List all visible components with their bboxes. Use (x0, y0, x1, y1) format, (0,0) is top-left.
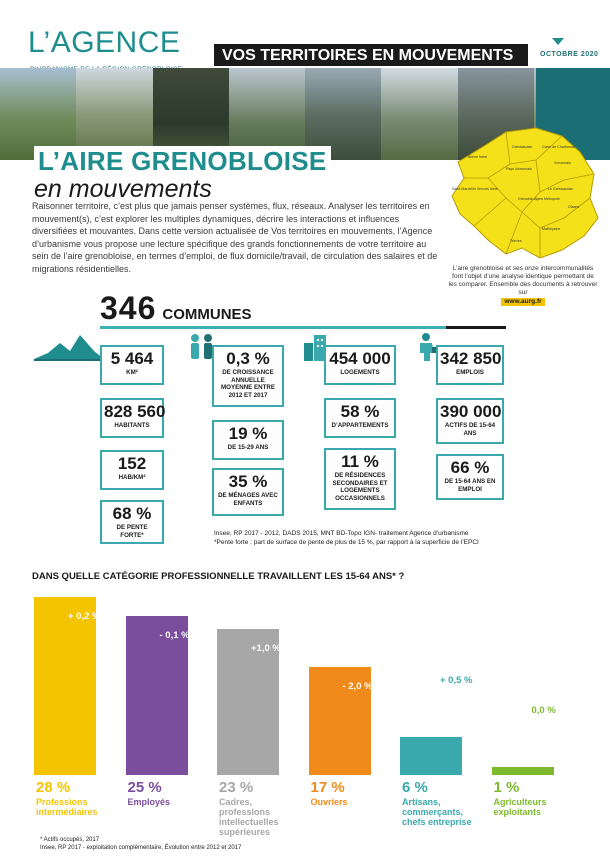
footnote-line: * Actifs occupés, 2017 (40, 837, 100, 843)
communes-label: COMMUNES (162, 306, 252, 323)
stat-label: LOGEMENTS (340, 369, 380, 376)
chart-evolution-label: + 0,5 % (440, 674, 473, 686)
map-label: Saint-Marcellin Vercors Isère (452, 187, 498, 191)
source-line: *Pente forte : part de surface de pente de plus de 15 %, par rapport à la superficie de l’EPCI (214, 538, 479, 546)
chart-evolution-label: +1,0 % (251, 642, 281, 654)
stat-value: 828 560 (104, 402, 166, 421)
stat-value: 35 % (228, 472, 268, 491)
chart-bar (34, 597, 96, 775)
stat-label: D’APPARTEMENTS (331, 422, 389, 429)
chart-value-label: 23 % (219, 779, 254, 796)
stat-label: HABITANTS (114, 422, 150, 429)
chart-category-label: Employés (127, 797, 171, 807)
stat-workers (436, 398, 504, 444)
mountain-icon (34, 333, 104, 361)
chevron-down-icon (552, 38, 564, 45)
stat-label: DE MÉNAGES AVEC ENFANTS (218, 492, 278, 507)
stat-area (100, 345, 164, 385)
map-label: Le Grésivaudan (548, 187, 574, 191)
stat-value: 0,3 % (226, 349, 270, 368)
stat-label: DE RÉSIDENCES SECONDAIRES ET LOGEMENTS OCCASIONNELS (332, 472, 388, 502)
stat-label: KM² (126, 369, 138, 376)
divider (446, 326, 506, 329)
intro-paragraph: Raisonner territoire, c’est plus que jamais penser systèmes, flux, réseaux. Analyser les territoires en mouvement(s), c’est explorer les multiples dynamiques, décrire les interactions et influences diversifiées et mouvantes. Dans cette version actualisée de Vos territoires en mouvements, l’Agence d’urbanisme vous propose une lecture spécifique des grands fonctionnements de votre territoire au sein de l’aire grenobloise, en termes d’emploi, de flux domicile/travail, de circulation des salaires et de migrations résidentielles. (32, 201, 438, 274)
chart-footnote (40, 836, 241, 852)
chart-title: DANS QUELLE CATÉGORIE PROFESSIONNELLE TRAVAILLENT LES 15-64 ANS* ? (32, 571, 405, 582)
communes-number: 346 (100, 290, 157, 326)
chart-value-label: 1 % (493, 779, 520, 796)
stat-value: 5 464 (110, 349, 154, 368)
stat-value: 58 % (340, 402, 380, 421)
stat-value: 68 % (112, 504, 152, 523)
chart-category-label: Artisans, commerçants, chefs entreprise (402, 797, 472, 827)
map-label: Voironnais (554, 161, 571, 165)
stat-youth (212, 420, 284, 460)
chart-evolution-label: - 0,1 % (159, 630, 190, 642)
divider (100, 326, 446, 329)
stat-apartments (324, 398, 396, 438)
stat-density (100, 450, 164, 490)
stat-households (212, 468, 284, 516)
map-caption (448, 265, 598, 306)
chart-value-label: 28 % (36, 779, 71, 796)
map-label: Grésivaudan (512, 145, 533, 149)
chart-bar (492, 767, 554, 775)
chart-value-label: 17 % (310, 779, 345, 796)
publication-date: OCTOBRE 2020 (540, 51, 599, 58)
page-title (34, 146, 331, 204)
agency-logo (28, 26, 180, 60)
chart-category-label: Cadres, professions intellectuelles supérieures (219, 797, 279, 837)
publication-banner: VOS TERRITOIRES EN MOUVEMENTS (214, 44, 528, 66)
logo-text: L’AGENCE (28, 26, 181, 59)
stat-label: DE 15-64 ANS EN EMPLOI (444, 478, 496, 493)
map-label: Grenoble-Alpes Métropole (518, 197, 560, 201)
stat-value: 454 000 (329, 349, 391, 368)
map-label: Cœur de Chartreuse (542, 145, 575, 149)
website-link[interactable]: www.aurg.fr (501, 298, 544, 306)
map-caption-text: L’aire grenobloise et ses onze intercommunalités font l’objet d’une analyse identique permettant de les comparer. Ensemble des documents à retrouver sur (448, 265, 598, 296)
stat-growth (212, 345, 284, 407)
chart-value-label: 25 % (127, 779, 162, 796)
chart-category-label: Ouvriers (310, 797, 348, 807)
chart-evolution-label: 0,0 % (531, 705, 556, 716)
footnote-line: Insee, RP 2017 - exploitation complémentaire, Évolution entre 2012 et 2017 (40, 845, 242, 851)
title-main: L’AIRE GRENOBLOISE (34, 146, 331, 177)
stat-value: 152 (117, 454, 147, 473)
stat-value: 19 % (228, 424, 268, 443)
stat-employment-rate (436, 454, 504, 500)
map-label: Bièvre Isère (468, 155, 488, 159)
stat-value: 11 % (341, 452, 379, 471)
territory-map (444, 118, 604, 268)
chart-value-label: 6 % (402, 779, 428, 796)
map-label: Oisans (568, 205, 580, 209)
stat-label: DE PENTE FORTE* (116, 524, 148, 539)
stat-housing (324, 345, 396, 385)
map-label: Pays Voironnais (506, 167, 532, 171)
stat-label: DE CROISSANCE ANNUELLE MOYENNE ENTRE 2012 ET 2017 (221, 369, 275, 399)
stat-population (100, 398, 164, 438)
chart-evolution-label: + 0,2 % (68, 611, 101, 622)
chart-evolution-label: - 2,0 % (342, 680, 373, 692)
source-note (214, 530, 544, 547)
stat-label: ACTIFS DE 15-64 ANS (444, 422, 496, 437)
map-label: Trièves (510, 239, 522, 243)
map-label: Matheysine (542, 227, 561, 231)
chart-category-label: Professions intermédiaires (36, 797, 98, 817)
stat-value: 66 % (450, 458, 490, 477)
chart-category-label: Agriculteurs exploitants (493, 797, 547, 817)
chart-bar (400, 737, 462, 775)
source-line: Insee, RP 2017 - 2012, DADS 2015, MNT BD-Topo IGN- traitement Agence d’urbanisme (214, 530, 469, 537)
stat-jobs (436, 345, 504, 385)
communes-count (100, 290, 252, 327)
stat-value: 342 850 (440, 349, 502, 368)
title-sub: en mouvements (34, 175, 212, 203)
stat-label: EMPLOIS (456, 369, 484, 376)
stat-secondary-homes (324, 448, 396, 510)
stat-label: HAB/KM² (118, 474, 146, 481)
stat-value: 390 000 (440, 402, 502, 421)
stat-slope (100, 500, 164, 544)
stat-label: DE 15-29 ANS (227, 444, 269, 451)
